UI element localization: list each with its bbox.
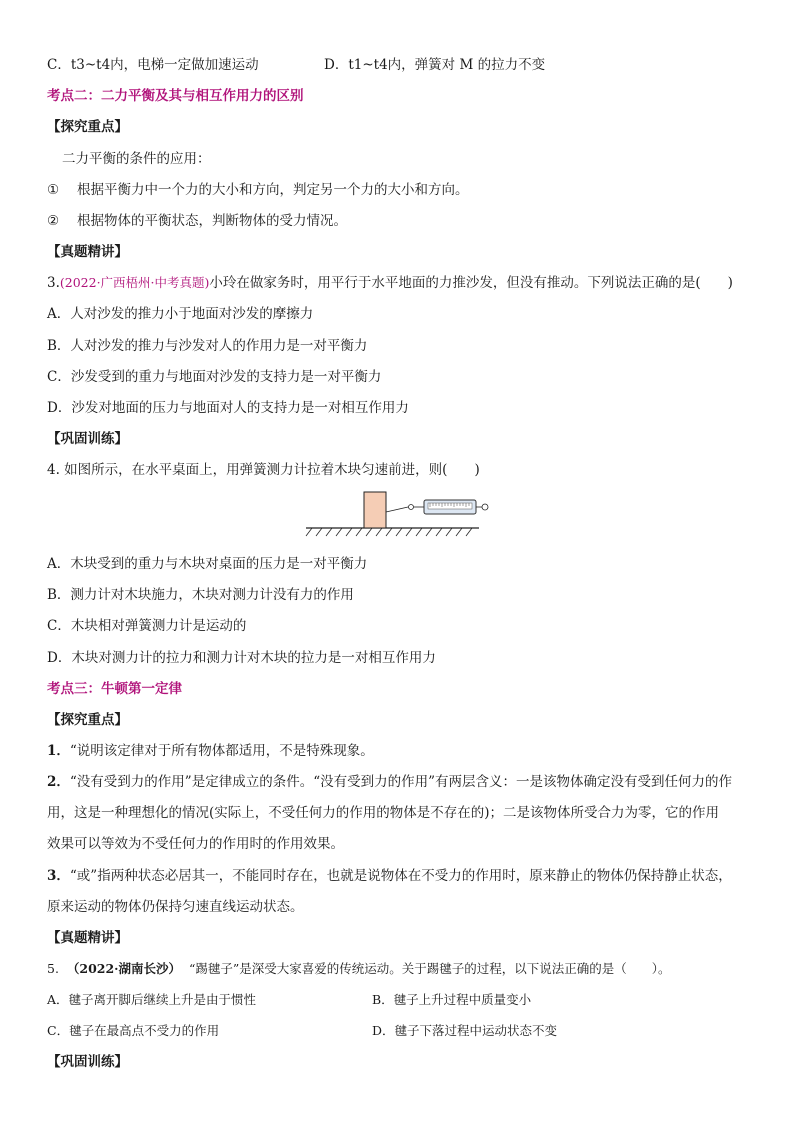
point1-number: ①	[47, 182, 60, 198]
q2-option-c: C．t3~t4内，电梯一定做加速运动	[47, 57, 259, 73]
section3-point2-line3: 效果可以等效为不受任何力的作用时的作用效果。	[47, 836, 344, 852]
section3-exam-tag: 【真题精讲】	[47, 930, 128, 946]
q3-number: 3.	[47, 275, 60, 291]
q3-option-b: B．人对沙发的推力与沙发对人的作用力是一对平衡力	[47, 338, 368, 354]
section3-point2-line2: 用，这是一种理想化的情况(实际上，不受任何力的作用的物体是不存在的)；二是该物体所受合力为零，它的作用	[47, 805, 720, 821]
q5-option-a: A．毽子离开脚后继续上升是由于惯性	[47, 992, 257, 1007]
q3-source: (2022·广西梧州·中考真题)	[59, 275, 210, 290]
section3-point3-line2: 原来运动的物体仍保持匀速直线运动状态。	[47, 899, 304, 915]
section3-title: 考点三：牛顿第一定律	[47, 681, 182, 697]
q5-option-d: D．毽子下落过程中运动状态不变	[372, 1023, 558, 1038]
point2-number: ②	[47, 213, 60, 229]
q5-option-b: B．毽子上升过程中质量变小	[372, 992, 532, 1007]
point1-text: “说明该定律对于所有物体都适用，不是特殊现象。	[69, 743, 374, 759]
point1-number: 1．	[47, 743, 70, 759]
q4-option-b: B．测力计对木块施力，木块对测力计没有力的作用	[47, 587, 354, 603]
point1-text: 根据平衡力中一个力的大小和方向，判定另一个力的大小和方向。	[77, 182, 469, 198]
section2-title: 考点二：二力平衡及其与相互作用力的区别	[47, 88, 304, 104]
point3-number: 3．	[47, 868, 70, 884]
point3-text-a: “或”指两种状态必居其一，不能同时存在，也就是说物体在不受力的作用时，原来静止的物体仍保持静止状态，	[69, 868, 732, 884]
point2-text-a: “没有受到力的作用”是定律成立的条件。“没有受到力的作用”有两层含义：一是该物体确定没有受到任何力的作	[69, 774, 733, 790]
q3-stem	[47, 273, 733, 293]
spring-scale	[386, 500, 488, 514]
q5-option-c: C．毽子在最高点不受力的作用	[47, 1023, 220, 1038]
spring-scale-figure	[304, 490, 494, 540]
q5-stem	[47, 959, 671, 979]
point2-text: 根据物体的平衡状态，判断物体的受力情况。	[77, 213, 347, 229]
q4-stem: 4. 如图所示，在水平桌面上，用弹簧测力计拉着木块匀速前进，则( )	[47, 462, 480, 478]
section3-point2-line1	[47, 772, 732, 792]
point2-number: 2．	[47, 774, 70, 790]
q2-option-d: D．t1~t4内，弹簧对 M 的拉力不变	[324, 57, 546, 73]
section2-point1	[47, 180, 469, 200]
q4-option-c: C．木块相对弹簧测力计是运动的	[47, 618, 247, 634]
section2-focus-tag: 【探究重点】	[47, 119, 128, 135]
section3-point3-line1	[47, 866, 732, 886]
q3-option-d: D．沙发对地面的压力与地面对人的支持力是一对相互作用力	[47, 400, 409, 416]
section2-intro: 二力平衡的条件的应用：	[62, 151, 211, 167]
section3-focus-tag: 【探究重点】	[47, 712, 128, 728]
q5-text: “踢毽子”是深受大家喜爱的传统运动。关于踢毽子的过程，以下说法正确的是（ ）。	[189, 961, 671, 976]
q4-option-d: D．木块对测力计的拉力和测力计对木块的拉力是一对相互作用力	[47, 650, 436, 666]
wooden-block	[364, 492, 386, 528]
section3-train-tag: 【巩固训练】	[47, 1054, 128, 1070]
table-surface	[306, 528, 479, 536]
section2-exam-tag: 【真题精讲】	[47, 244, 128, 260]
q3-text: 小玲在做家务时，用平行于水平地面的力推沙发，但没有推动。下列说法正确的是( )	[209, 275, 733, 291]
q5-source: （2022·湖南长沙）	[66, 961, 182, 976]
q5-number: 5.	[47, 961, 59, 976]
section3-point1	[47, 741, 374, 761]
q3-option-c: C．沙发受到的重力与地面对沙发的支持力是一对平衡力	[47, 369, 382, 385]
q3-option-a: A．人对沙发的推力小于地面对沙发的摩擦力	[47, 306, 314, 322]
section2-point2	[47, 211, 347, 231]
q4-option-a: A．木块受到的重力与木块对桌面的压力是一对平衡力	[47, 556, 368, 572]
section2-train-tag: 【巩固训练】	[47, 431, 128, 447]
